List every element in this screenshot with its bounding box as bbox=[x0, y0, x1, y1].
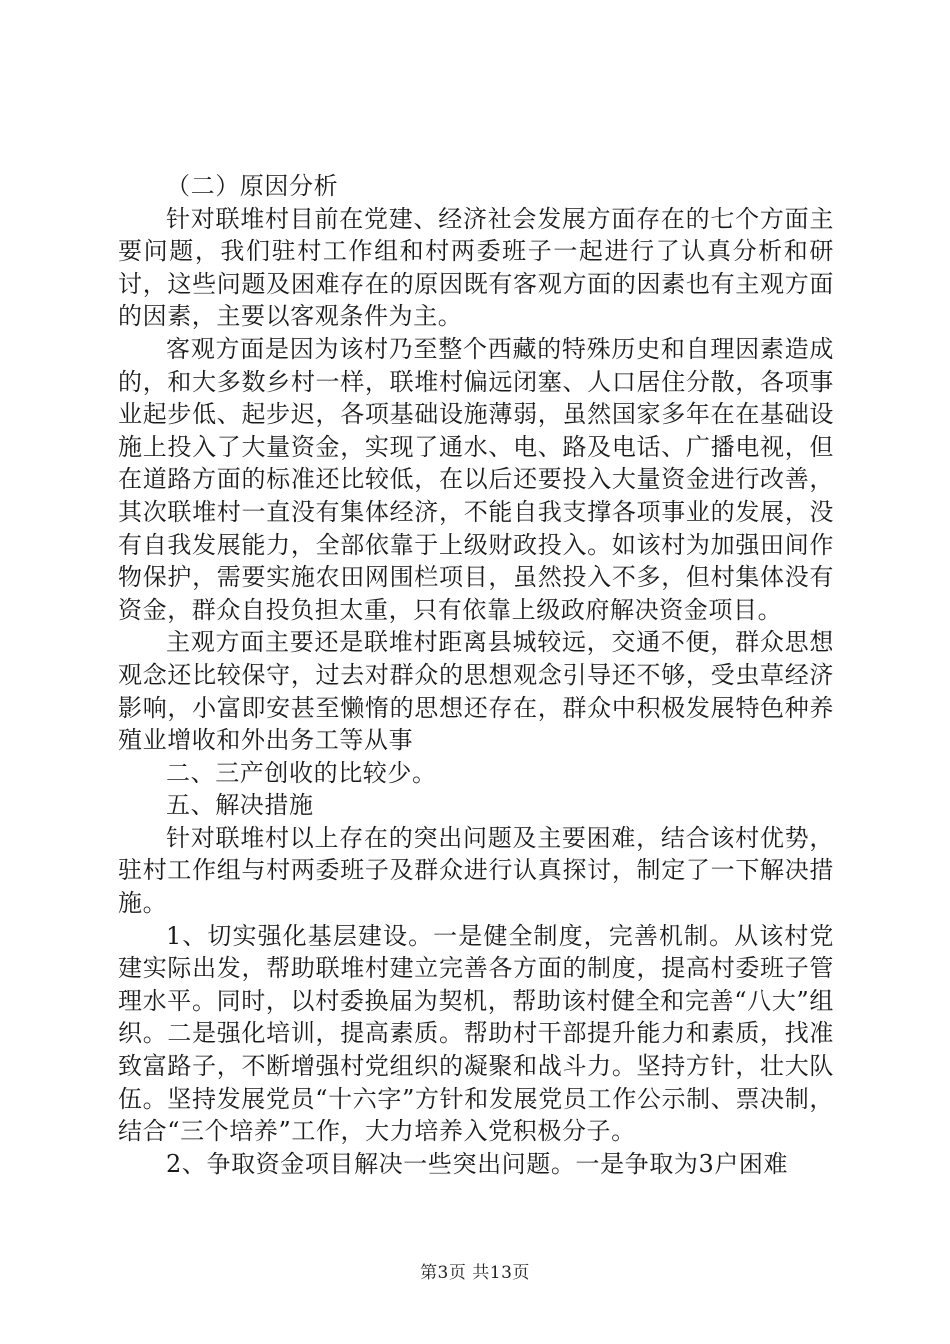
document-body bbox=[118, 170, 834, 1180]
paragraph-subjective-factors: 主观方面主要还是联堆村距离县城较远，交通不便，群众思想观念还比较保守，过去对群众的思想观念引导还不够，受虫草经济影响，小富即安甚至懒惰的思想还存在，群众中积极发展特色种养殖业增收和外出务工等从事 bbox=[118, 628, 834, 755]
paragraph-measure-2: 2、争取资金项目解决一些突出问题。一是争取为3户困难 bbox=[166, 1149, 789, 1178]
paragraph-solutions-intro: 针对联堆村以上存在的突出问题及主要困难，结合该村优势，驻村工作组与村两委班子及群众进行认真探讨，制定了一下解决措施。 bbox=[118, 823, 834, 918]
section-heading-cause-analysis: （二）原因分析 bbox=[166, 172, 339, 200]
paragraph-measure-1: 1、切实强化基层建设。一是健全制度，完善机制。从该村党建实际出发，帮助联堆村建立完善各方面的制度，提高村委班子管理水平。同时，以村委换届为契机，帮助该村健全和完善“八大”组织。二是强化培训，提高素质。帮助村干部提升能力和素质，找准致富路子，不断增强村党组织的凝聚和战斗力。坚持方针，壮大队伍。坚持发展党员“十六字”方针和发展党员工作公示制、票决制，结合“三个培养”工作，大力培养入党积极分子。 bbox=[118, 921, 834, 1146]
section-heading-solutions: 五、解决措施 bbox=[166, 791, 314, 820]
paragraph-continuation: 二、三产创收的比较少。 bbox=[166, 758, 437, 787]
paragraph-problem-summary: 针对联堆村目前在党建、经济社会发展方面存在的七个方面主要问题，我们驻村工作组和村两委班子一起进行了认真分析和研讨，这些问题及困难存在的原因既有客观方面的因素也有主观方面的因素，主要以客观条件为主。 bbox=[118, 204, 834, 331]
paragraph-objective-factors: 客观方面是因为该村乃至整个西藏的特殊历史和自理因素造成的，和大多数乡村一样，联堆村偏远闭塞、人口居住分散，各项事业起步低、起步迟，各项基础设施薄弱，虽然国家多年在在基础设施上投入了大量资金，实现了通水、电、路及电话、广播电视，但在道路方面的标准还比较低，在以后还要投入大量资金进行改善，其次联堆村一直没有集体经济，不能自我支撑各项事业的发展，没有自我发展能力，全部依靠于上级财政投入。如该村为加强田间作物保护，需要实施农田网围栏项目，虽然投入不多，但村集体没有资金，群众自投负担太重，只有依靠上级政府解决资金项目。 bbox=[118, 334, 834, 624]
page-number-footer: 第3页 共13页 bbox=[420, 1263, 530, 1283]
